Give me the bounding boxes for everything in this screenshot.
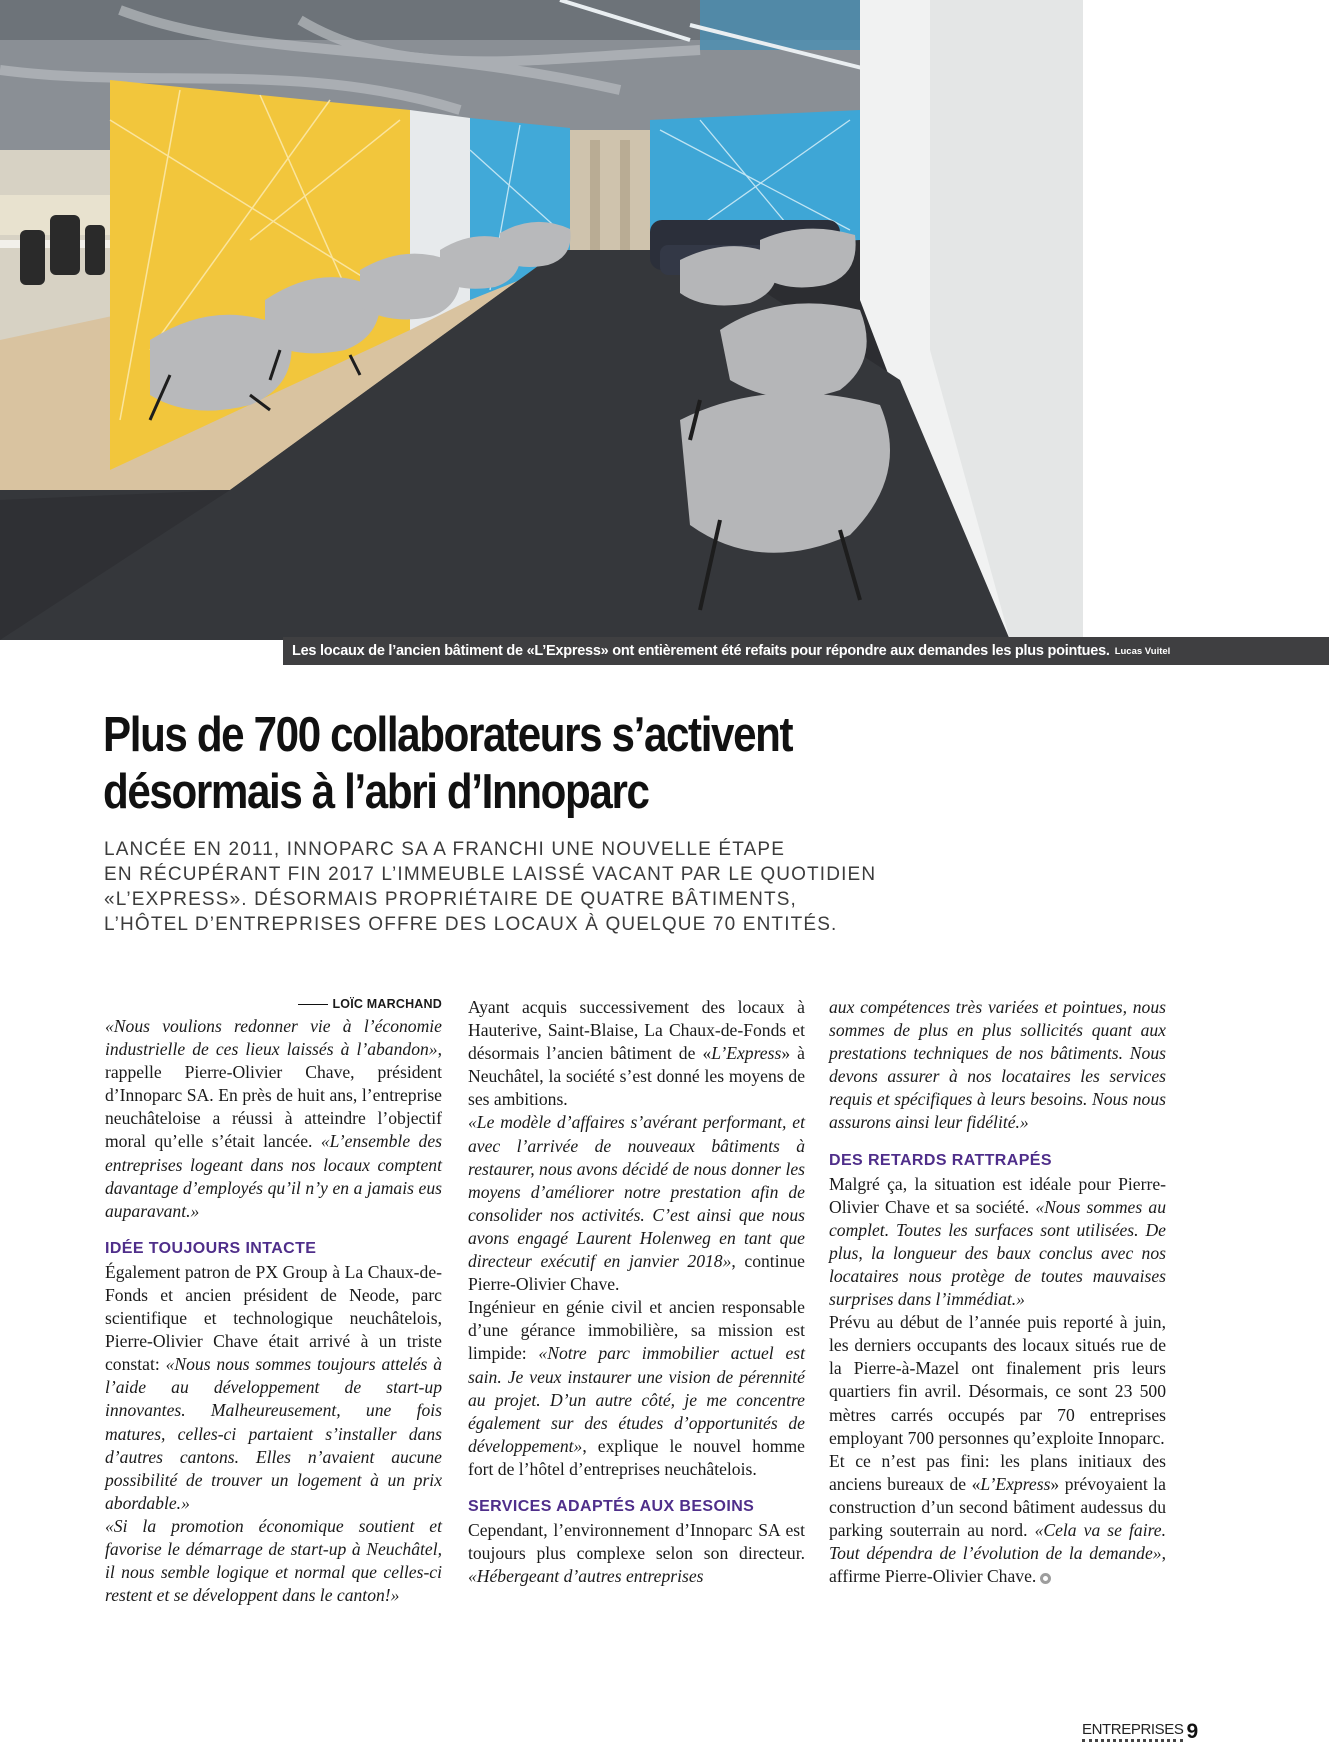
section-name: ENTREPRISES — [1082, 1722, 1183, 1742]
page-folio — [1082, 1716, 1198, 1742]
paragraph — [468, 1296, 805, 1481]
subheading: SERVICES ADAPTÉS AUX BESOINS — [468, 1497, 755, 1515]
article-column-2 — [468, 996, 805, 1588]
quote: «L’ensemble des entreprises logeant dans nos locaux comptent davantage d’employés qu’il n’y en a jamais eus auparavant.» — [105, 1131, 442, 1221]
author-name: LOÏC MARCHAND — [332, 997, 442, 1011]
article-column-3 — [829, 996, 1166, 1588]
headline-line-2: désormais à l’abri d’Innoparc — [103, 765, 649, 819]
paragraph — [468, 1519, 805, 1588]
subheading: IDÉE TOUJOURS INTACTE — [105, 1239, 317, 1257]
paragraph — [468, 996, 805, 1111]
article-column-1 — [105, 995, 442, 1607]
text: Et ce n’est pas fini: les plans initiaux des anciens bureaux de « — [829, 1450, 1166, 1494]
text: Cependant, l’environnement d’Innoparc SA est toujours plus complexe selon son directeur. — [468, 1519, 805, 1564]
text: Ayant acquis successivement des locaux à Hauterive, Saint-Blaise, La Chaux-de-Fonds et désormais l’ancien bâtiment de « — [468, 997, 805, 1064]
quote: «Nous nous sommes toujours attelés à l’aide au développement de start-up innovantes. Malheureusement, une fois matures, celles-ci partaient s’installer dans d’autres cantons. Elles n’avaient aucune possibilité de trouver un logement à un prix abordable.» — [105, 1354, 443, 1513]
text: » à Neuchâtel, la société s’est donné les moyens de ses ambitions. — [468, 1043, 805, 1110]
text: , continue Pierre-Olivier Chave. — [468, 1251, 805, 1295]
subheading: DES RETARDS RATTRAPÉS — [829, 1151, 1052, 1169]
lead-line: L’HÔTEL D’ENTREPRISES OFFRE DES LOCAUX À QUELQUE 70 ENTITÉS. — [104, 914, 838, 935]
page-number: 9 — [1186, 1720, 1199, 1743]
text: , rappelle Pierre-Olivier Chave, président d’Innoparc SA. En près de huit ans, l’entreprise neuchâteloise a réussi à atteindre l’objectif moral qu’elle s’était lancée. — [105, 1039, 442, 1152]
byline-rule — [298, 1004, 328, 1005]
lead-line: EN RÉCUPÉRANT FIN 2017 L’IMMEUBLE LAISSÉ VACANT PAR LE QUOTIDIEN — [104, 864, 877, 885]
photo-credit: Lucas Vuitel — [1114, 645, 1171, 657]
quote: «Le modèle d’affaires s’avérant performant, et avec l’arrivée de nouveaux bâtiments à restaurer, nous avons décidé de nous donner les moyens d’améliorer notre prestation afin de consolider nos activités. C’est ainsi que nous avons engagé Laurent Holenweg en tant que directeur exécutif en janvier 2018» — [468, 1112, 805, 1272]
lead-line: LANCÉE EN 2011, INNOPARC SA A FRANCHI UNE NOUVELLE ÉTAPE — [104, 839, 786, 860]
end-of-article-icon — [1040, 1573, 1051, 1584]
paragraph — [829, 1311, 1166, 1450]
text: Prévu au début de l’année puis reporté à juin, les derniers occupants des locaux situés rue de la Pierre-à-Mazel ont finalement pris leurs quartiers fin avril. Désormais, ce sont 23 500 mètres carrés occupés par 70 entreprises employant 700 personnes qu’exploite Innoparc. — [829, 1312, 1166, 1448]
text: , affirme Pierre-Olivier Chave. — [829, 1543, 1166, 1587]
paragraph — [105, 1015, 442, 1223]
publication-name: L’Express — [711, 1043, 782, 1064]
text: » prévoyaient la construction d’un second bâtiment audessus du parking souterrain au nord. — [829, 1473, 1166, 1540]
office-lounge-image — [0, 0, 1083, 640]
publication-name: L’Express — [980, 1473, 1051, 1494]
headline — [103, 707, 1015, 821]
text: Également patron de PX Group à La Chaux-de-Fonds et ancien président de Neode, parc scientifique et technologique neuchâtelois, Pierre-Olivier Chave était arrivé à un triste constat: — [105, 1261, 442, 1375]
text: , explique le nouvel homme fort de l’hôtel d’entreprises neuchâtelois. — [468, 1435, 805, 1479]
quote: aux compétences très variées et pointues, nous sommes de plus en plus sollicités quant aux prestations techniques de nos bâtiments. Nous devons assurer à nos locataires les services requis et spécifiques à leurs besoins. Nous nous assurons ainsi leur fidélité.» — [829, 997, 1166, 1133]
lead-paragraph — [104, 837, 1104, 937]
quote: «Cela va se faire. Tout dépendra de l’évolution de la demande» — [829, 1519, 1166, 1564]
headline-line-1: Plus de 700 collaborateurs s’activent — [103, 708, 793, 762]
paragraph — [468, 1111, 805, 1296]
paragraph — [829, 1173, 1166, 1312]
paragraph — [105, 1515, 442, 1607]
quote: «Notre parc immobilier actuel est sain. Je veux instaurer une vision de pérennité au projet. D’un autre côté, je me concentre également sur des études d’opportunités de développement» — [468, 1343, 805, 1456]
photo-caption-bar — [283, 637, 1329, 665]
text: Malgré ça, la situation est idéale pour Pierre-Olivier Chave et sa société. — [829, 1173, 1166, 1217]
quote: «Si la promotion économique soutient et favorise le démarrage de start-up à Neuchâtel, il nous semble logique et normal que celles-ci restent et se développent dans le canton!» — [105, 1515, 442, 1606]
paragraph — [829, 996, 1166, 1135]
quote: «Nous voulions redonner vie à l’économie industrielle de ces lieux laissés à l’abandon» — [105, 1016, 442, 1060]
photo-caption: Les locaux de l’ancien bâtiment de «L’Express» ont entièrement été refaits pour répondre aux demandes les plus pointues. — [292, 643, 1110, 659]
text: Ingénieur en génie civil et ancien responsable d’une gérance immobilière, sa mission est limpide: — [468, 1297, 805, 1364]
quote: «Hébergeant d’autres entreprises — [468, 1566, 704, 1587]
quote: «Nous sommes au complet. Toutes les surfaces sont utilisées. De plus, la longueur des baux conclus avec nos locataires nous protège de toutes mauvaises surprises dans l’immédiat.» — [829, 1196, 1167, 1310]
lead-line: «L’EXPRESS». DÉSORMAIS PROPRIÉTAIRE DE QUATRE BÂTIMENTS, — [104, 889, 797, 910]
paragraph — [105, 1261, 442, 1515]
paragraph — [829, 1450, 1166, 1589]
article-photo — [0, 0, 1083, 640]
byline — [105, 995, 442, 1013]
